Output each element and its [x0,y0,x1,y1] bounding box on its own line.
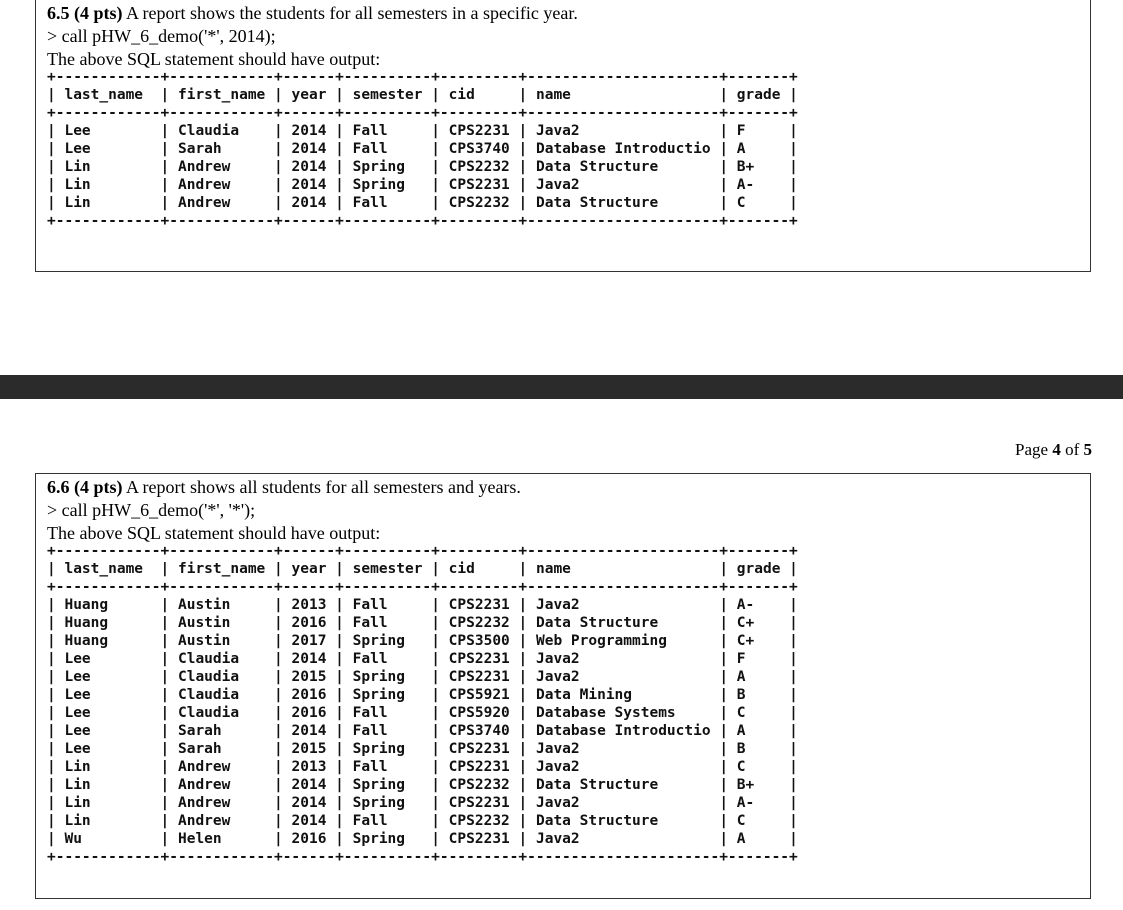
table-row-cell: 2014 [291,813,327,829]
table-row: | Lin | Andrew | 2013 | Fall | CPS2231 | Java2 | C | [47,759,798,775]
table-row: | Lee | Claudia | 2014 | Fall | CPS2231 | Java2 | F | [47,651,798,667]
table-row-cell: A- [736,597,781,613]
table-row-cell: F [736,651,781,667]
table-row-cell: Huang [64,615,152,631]
table-row-cell: CPS2231 [448,795,510,811]
table-row-cell: C [736,759,781,775]
table-row: | Lin | Andrew | 2014 | Spring | CPS2231 | Java2 | A- | [47,795,798,811]
table-row-cell: Andrew [177,759,266,775]
question-6-5-number: 6.5 [47,3,70,23]
table-row-cell: B [736,687,781,703]
table-row-cell: Lee [64,741,152,757]
table-header-cell: last_name [64,87,152,103]
table-row-cell: A [736,669,781,685]
table-row-cell: Spring [352,633,423,649]
table-row-cell: CPS3740 [448,723,510,739]
page-of: of [1065,440,1080,459]
table-row-cell: Web Programming [535,633,711,649]
table-header-cell: cid [448,561,510,577]
page-separator [0,375,1123,399]
table-row-cell: Claudia [177,705,266,721]
question-6-5-text: A report shows the students for all semesters in a specific year. [126,3,578,23]
table-row-cell: Fall [352,141,423,157]
table-row-cell: Data Structure [535,195,711,211]
table-row: | Lee | Claudia | 2015 | Spring | CPS2231 | Java2 | A | [47,669,798,685]
table-row: | Wu | Helen | 2016 | Spring | CPS2231 | Java2 | A | [47,831,798,847]
table-row-cell: Huang [64,633,152,649]
table-row-cell: CPS2231 [448,123,510,139]
table-row-cell: Sarah [177,741,266,757]
table-row-cell: C [736,813,781,829]
table-header-cell: first_name [177,561,266,577]
table-row-cell: 2014 [291,159,327,175]
table-row-cell: CPS3740 [448,141,510,157]
table-row-cell: 2016 [291,687,327,703]
table-row-cell: 2014 [291,195,327,211]
table-row-cell: Database Introductio [535,141,711,157]
table-row-cell: Data Structure [535,777,711,793]
table-row-cell: B [736,741,781,757]
table-header-cell: semester [352,561,423,577]
table-row-cell: B+ [736,777,781,793]
table-row-cell: Lee [64,669,152,685]
table-row-cell: Helen [177,831,266,847]
table-row-cell: Lin [64,795,152,811]
question-6-5-box [35,0,1091,272]
table-row-cell: 2016 [291,705,327,721]
table-row-cell: Lee [64,705,152,721]
table-row-cell: CPS2231 [448,759,510,775]
table-row-cell: B+ [736,159,781,175]
table-row-cell: 2014 [291,723,327,739]
table-row-cell: Spring [352,831,423,847]
table-row-cell: Java2 [535,795,711,811]
table-row-cell: Fall [352,123,423,139]
table-row-cell: Lin [64,177,152,193]
table-row-cell: Sarah [177,141,266,157]
table-row-cell: CPS2232 [448,195,510,211]
table-row-cell: Lee [64,651,152,667]
table-row-cell: Spring [352,741,423,757]
table-row-cell: Wu [64,831,152,847]
table-header-cell: semester [352,87,423,103]
table-row-cell: 2016 [291,615,327,631]
table-row-cell: Andrew [177,813,266,829]
table-row-cell: Austin [177,597,266,613]
table-row-cell: Andrew [177,159,266,175]
table-row-cell: C+ [736,615,781,631]
table-row-cell: CPS2231 [448,597,510,613]
table-row-cell: Lee [64,687,152,703]
table-row-cell: Fall [352,195,423,211]
table-row-cell: Andrew [177,177,266,193]
table-row-cell: Austin [177,615,266,631]
table-row-cell: Fall [352,759,423,775]
table-row-cell: CPS2232 [448,777,510,793]
table-row-cell: Sarah [177,723,266,739]
table-row-cell: Spring [352,177,423,193]
table-row-cell: Lee [64,141,152,157]
table-row-cell: Data Structure [535,615,711,631]
question-6-5-result-table: +------------+------------+------+----------+---------+----------------------+-------+ | last_name | first_name | year | semester | cid | name | grade | +------------+------------+------+----------+---------+----------------------+-------+ | Lee | Claudia | 2014 | Fall | CPS2231 | Java2 | F | | Lee | Sarah | 2014 | Fall | CPS3740 | Database Introductio | A | | Lin | Andrew | 2014 | Spring | CPS2232 | Data Structure | B+ | | Lin | Andrew | 2014 | Spring | CPS2231 | Java2 | A- | | Lin | Andrew | 2014 | Fall | CPS2232 | Data Structure | C | +------------+------------+------+----------+---------+----------------------+-------+ [47,69,798,229]
question-6-6-text: A report shows all students for all semesters and years. [126,477,521,497]
table-row-cell: Claudia [177,123,266,139]
table-row: | Lee | Claudia | 2016 | Spring | CPS5921 | Data Mining | B | [47,687,798,703]
table-row-cell: Java2 [535,123,711,139]
table-row: | Lee | Claudia | 2016 | Fall | CPS5920 | Database Systems | C | [47,705,798,721]
table-row-cell: Data Structure [535,159,711,175]
table-row-cell: Claudia [177,687,266,703]
table-row-cell: Data Structure [535,813,711,829]
table-row-cell: CPS2231 [448,651,510,667]
table-row-cell: 2015 [291,669,327,685]
question-6-6-result-table: +------------+------------+------+----------+---------+----------------------+-------+ | last_name | first_name | year | semester | cid | name | grade | +------------+------------+------+----------+---------+----------------------+-------+ | Huang | Austin | 2013 | Fall | CPS2231 | Java2 | A- | | Huang | Austin | 2016 | Fall | CPS2232 | Data Structure | C+ | | Huang | Austin | 2017 | Spring | CPS3500 | Web Programming | C+ | | Lee | Claudia | 2014 | Fall | CPS2231 | Java2 | F | | Lee | Claudia | 2015 | Spring | CPS2231 | Java2 | A | | Lee | Claudia | 2016 | Spring | CPS5921 | Data Mining | B | | Lee | Claudia | 2016 | Fall | CPS5920 | Database Systems | C | | Lee | Sarah | 2014 | Fall | CPS3740 | Database Introductio | A | | Lee | Sarah | 2015 | Spring | CPS2231 | Java2 | B | | Lin | Andrew | 2013 | Fall | CPS2231 | Java2 | C | | Lin | Andrew | 2014 | Spring | CPS2232 | Data Structure | B+ | | Lin | Andrew | 2014 | Spring | CPS2231 | Java2 | A- | | Lin | Andrew | 2014 | Fall | CPS2232 | Data Structure | C | | Wu | Helen | 2016 | Spring | CPS2231 | Java2 | A | +------------+------------+------+----------+---------+----------------------+-------+ [47,543,798,865]
table-row: | Huang | Austin | 2017 | Spring | CPS3500 | Web Programming | C+ | [47,633,798,649]
table-row-cell: CPS2231 [448,831,510,847]
table-row-cell: Java2 [535,177,711,193]
table-row-cell: Claudia [177,651,266,667]
table-header-cell: grade [736,87,781,103]
question-6-5-call: > call pHW_6_demo('*', 2014); [47,26,276,46]
table-row-cell: 2016 [291,831,327,847]
table-row-cell: F [736,123,781,139]
table-row: | Lin | Andrew | 2014 | Fall | CPS2232 | Data Structure | C | [47,195,798,211]
question-6-6-call: > call pHW_6_demo('*', '*'); [47,500,256,520]
table-row-cell: Spring [352,669,423,685]
table-row-cell: CPS2231 [448,669,510,685]
table-row-cell: Lin [64,159,152,175]
table-row-cell: CPS2231 [448,177,510,193]
table-row-cell: Java2 [535,651,711,667]
table-row: | Lee | Sarah | 2014 | Fall | CPS3740 | Database Introductio | A | [47,141,798,157]
table-row-cell: Java2 [535,597,711,613]
table-row: | Lin | Andrew | 2014 | Fall | CPS2232 | Data Structure | C | [47,813,798,829]
table-row: | Lee | Sarah | 2014 | Fall | CPS3740 | Database Introductio | A | [47,723,798,739]
table-row-cell: 2013 [291,597,327,613]
table-row-cell: Spring [352,687,423,703]
table-row-cell: 2014 [291,795,327,811]
table-row-cell: A- [736,795,781,811]
question-6-6-number: 6.6 [47,477,70,497]
table-row-cell: C [736,195,781,211]
table-row: | Lee | Claudia | 2014 | Fall | CPS2231 | Java2 | F | [47,123,798,139]
table-row-cell: Lee [64,123,152,139]
table-row-cell: Lin [64,759,152,775]
table-row-cell: Data Mining [535,687,711,703]
table-row-cell: CPS3500 [448,633,510,649]
question-6-5-output-label: The above SQL statement should have output: [47,49,381,69]
question-6-6-box [35,473,1091,899]
question-6-6-output-label: The above SQL statement should have output: [47,523,381,543]
table-row-cell: Spring [352,777,423,793]
table-row-cell: Fall [352,597,423,613]
table-header-cell: cid [448,87,510,103]
table-row-cell: Fall [352,651,423,667]
page-number [1015,440,1092,460]
table-row-cell: Database Systems [535,705,711,721]
table-row-cell: C+ [736,633,781,649]
table-row-cell: A [736,723,781,739]
table-row: | Huang | Austin | 2016 | Fall | CPS2232 | Data Structure | C+ | [47,615,798,631]
table-row-cell: Andrew [177,777,266,793]
table-row: | Lin | Andrew | 2014 | Spring | CPS2232 | Data Structure | B+ | [47,159,798,175]
table-row-cell: 2014 [291,651,327,667]
table-row-cell: C [736,705,781,721]
table-row-cell: 2014 [291,177,327,193]
table-row-cell: CPS2232 [448,615,510,631]
table-header-cell: name [535,87,711,103]
table-row-cell: Fall [352,615,423,631]
table-row: | Huang | Austin | 2013 | Fall | CPS2231 | Java2 | A- | [47,597,798,613]
table-row-cell: Lin [64,813,152,829]
table-row: | Lin | Andrew | 2014 | Spring | CPS2232 | Data Structure | B+ | [47,777,798,793]
table-row-cell: CPS2232 [448,159,510,175]
table-row-cell: A- [736,177,781,193]
table-row-cell: Fall [352,813,423,829]
table-row-cell: A [736,831,781,847]
table-row-cell: 2014 [291,123,327,139]
table-row-cell: A [736,141,781,157]
table-row-cell: Database Introductio [535,723,711,739]
table-header-cell: year [291,561,327,577]
table-row-cell: Huang [64,597,152,613]
question-6-5-points: (4 pts) [74,3,123,23]
table-row-cell: Lee [64,723,152,739]
table-row-cell: Spring [352,159,423,175]
page-prefix: Page [1015,440,1049,459]
table-row-cell: CPS2232 [448,813,510,829]
table-row-cell: 2017 [291,633,327,649]
page-current: 4 [1052,440,1061,459]
table-row: | Lee | Sarah | 2015 | Spring | CPS2231 | Java2 | B | [47,741,798,757]
table-row-cell: 2014 [291,141,327,157]
page-total: 5 [1083,440,1092,459]
table-row-cell: 2013 [291,759,327,775]
table-row-cell: 2014 [291,777,327,793]
table-header-cell: year [291,87,327,103]
table-row-cell: Andrew [177,195,266,211]
table-row-cell: Java2 [535,669,711,685]
table-row-cell: CPS2231 [448,741,510,757]
table-row-cell: Austin [177,633,266,649]
table-header-cell: name [535,561,711,577]
table-row-cell: CPS5921 [448,687,510,703]
table-header: | last_name | first_name | year | semester | cid | name | grade | [47,87,798,103]
table-row-cell: Java2 [535,831,711,847]
table-row-cell: 2015 [291,741,327,757]
table-header-cell: first_name [177,87,266,103]
table-header-cell: last_name [64,561,152,577]
table-row-cell: Andrew [177,795,266,811]
table-row-cell: Java2 [535,741,711,757]
table-row-cell: Java2 [535,759,711,775]
table-row-cell: Claudia [177,669,266,685]
table-row: | Lin | Andrew | 2014 | Spring | CPS2231 | Java2 | A- | [47,177,798,193]
table-row-cell: Spring [352,795,423,811]
table-row-cell: Lin [64,777,152,793]
table-header: | last_name | first_name | year | semester | cid | name | grade | [47,561,798,577]
table-row-cell: CPS5920 [448,705,510,721]
table-row-cell: Fall [352,723,423,739]
question-6-5-heading [47,3,578,23]
question-6-6-heading [47,477,521,497]
table-row-cell: Fall [352,705,423,721]
table-header-cell: grade [736,561,781,577]
question-6-6-points: (4 pts) [74,477,123,497]
table-row-cell: Lin [64,195,152,211]
